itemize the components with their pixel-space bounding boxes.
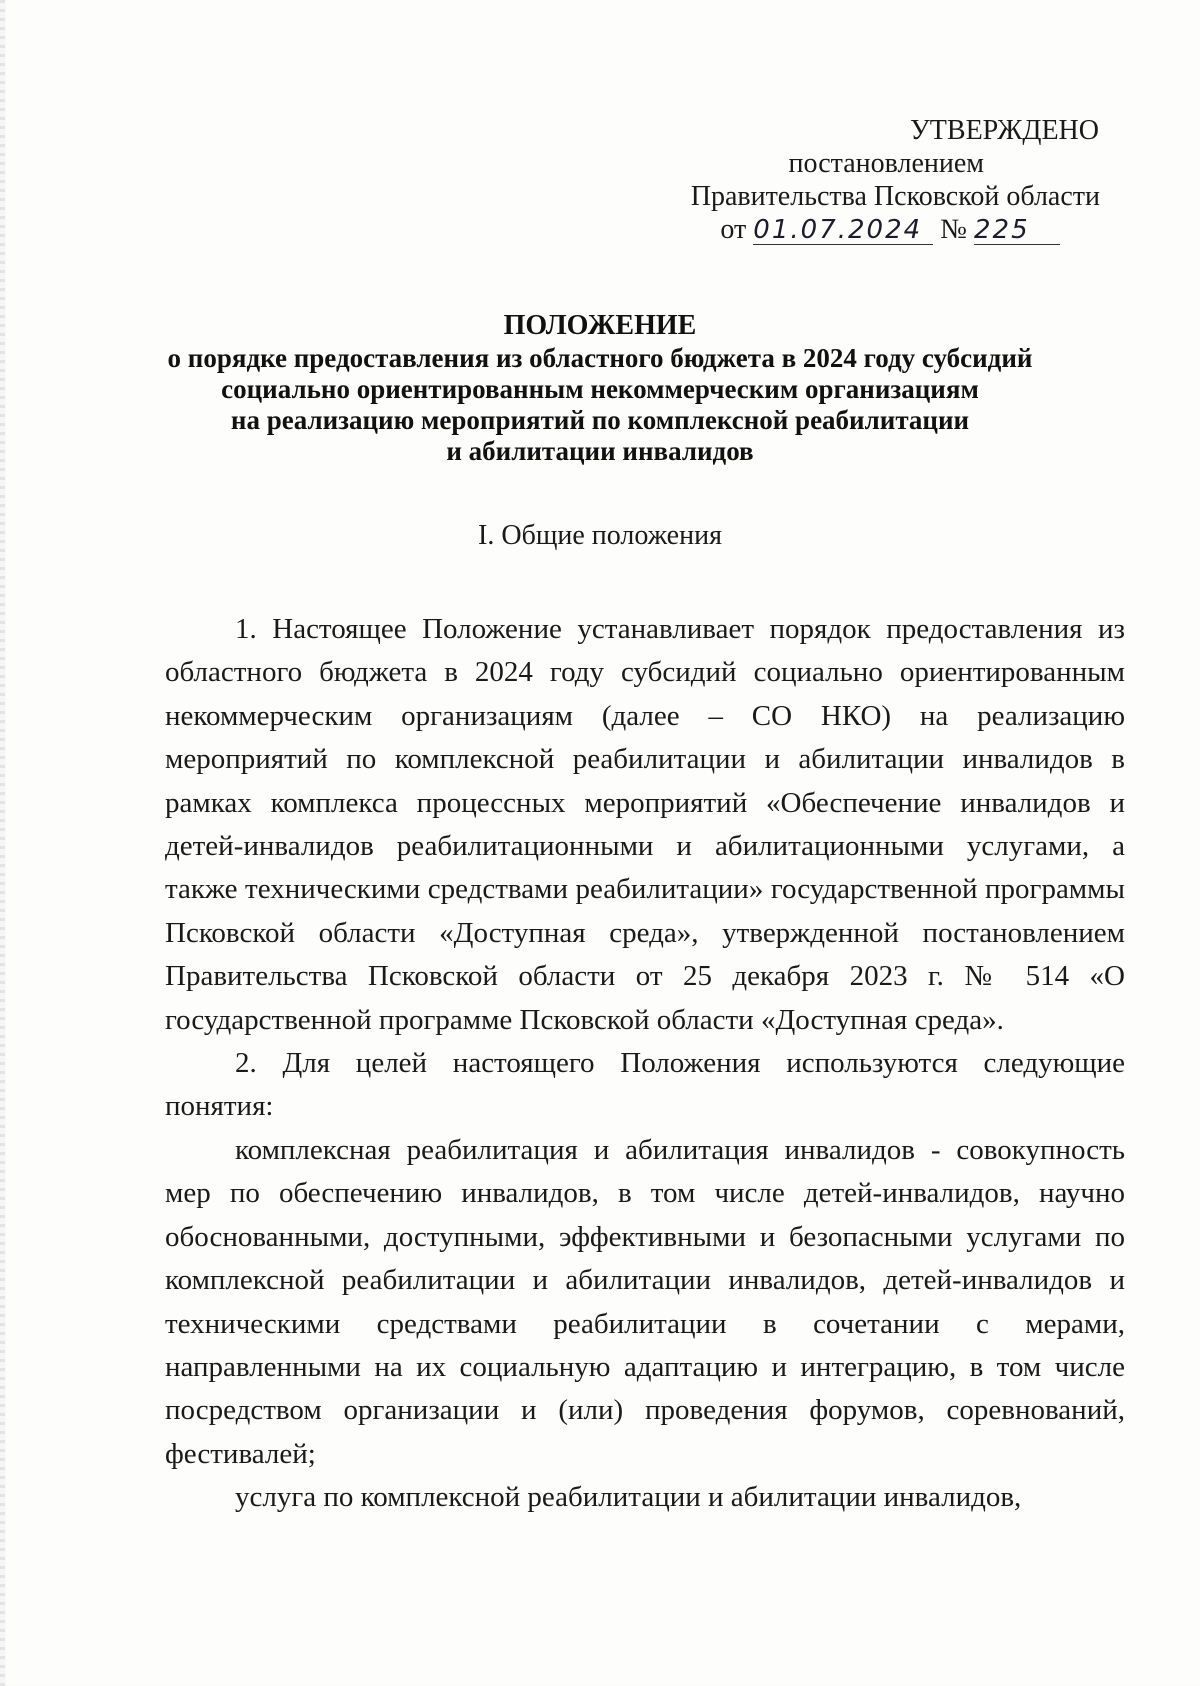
- approval-government: Правительства Псковской области: [690, 181, 1100, 212]
- paragraph-4: услуга по комплексной реабилитации и абилитации инвалидов,: [235, 1481, 1022, 1514]
- handwritten-date: 01.07.2024: [753, 216, 933, 245]
- document-title: [120, 310, 1080, 467]
- title-line-3: на реализацию мероприятий по комплексной реабилитации: [230, 405, 970, 435]
- number-sign: №: [940, 214, 967, 245]
- approval-date-line: [660, 213, 1100, 246]
- paragraph-2: 2. Для целей настоящего Положения используются следующие понятия:: [165, 1047, 1125, 1123]
- document-type: ПОЛОЖЕНИЕ: [503, 310, 697, 341]
- approval-decree-label: постановлением: [788, 148, 984, 179]
- title-line-2: социально ориентированным некоммерческим организациям: [221, 374, 979, 404]
- date-prefix: от: [720, 214, 747, 245]
- title-line-4: и абилитации инвалидов: [446, 436, 754, 466]
- paragraph-3: комплексная реабилитация и абилитация инвалидов - совокупность мер по обеспечению инвалидов, в том числе детей-инвалидов, научно обоснованными, доступными, эффективными и безопасными услугами по комплексной реабилитации и абилитации инвалидов, детей-инвалидов и техническими средствами реабилитации в сочетании с мерами, направленными на их социальную адаптацию и интеграцию, в том числе посредством организации и (или) проведения форумов, соревнований, фестивалей;: [165, 1133, 1125, 1470]
- approval-stamp-block: [660, 114, 1100, 246]
- title-line-1: о порядке предоставления из областного бюджета в 2024 году субсидий: [167, 343, 1033, 373]
- paragraph-1: 1. Настоящее Положение устанавливает порядок предоставления из областного бюджета в 2024 году субсидий социально ориентированным некоммерческим организациям (далее – СО НКО) на реализацию мероприятий по комплексной реабилитации и абилитации инвалидов в рамках комплекса процессных мероприятий «Обеспечение инвалидов и детей-инвалидов реабилитационными и абилитационными услугами, а также техническими средствами реабилитации» государственной программы Псковской области «Доступная среда», утвержденной постановлением Правительства Псковской области от 25 декабря 2023 г. № 514 «О государственной программе Псковской области «Доступная среда».: [165, 613, 1125, 1036]
- document-body: [165, 608, 1125, 1520]
- section-heading: I. Общие положения: [478, 520, 722, 551]
- handwritten-number: 225: [974, 216, 1060, 245]
- approval-heading: УТВЕРЖДЕНО: [909, 115, 1099, 146]
- scan-edge: [0, 0, 5, 1686]
